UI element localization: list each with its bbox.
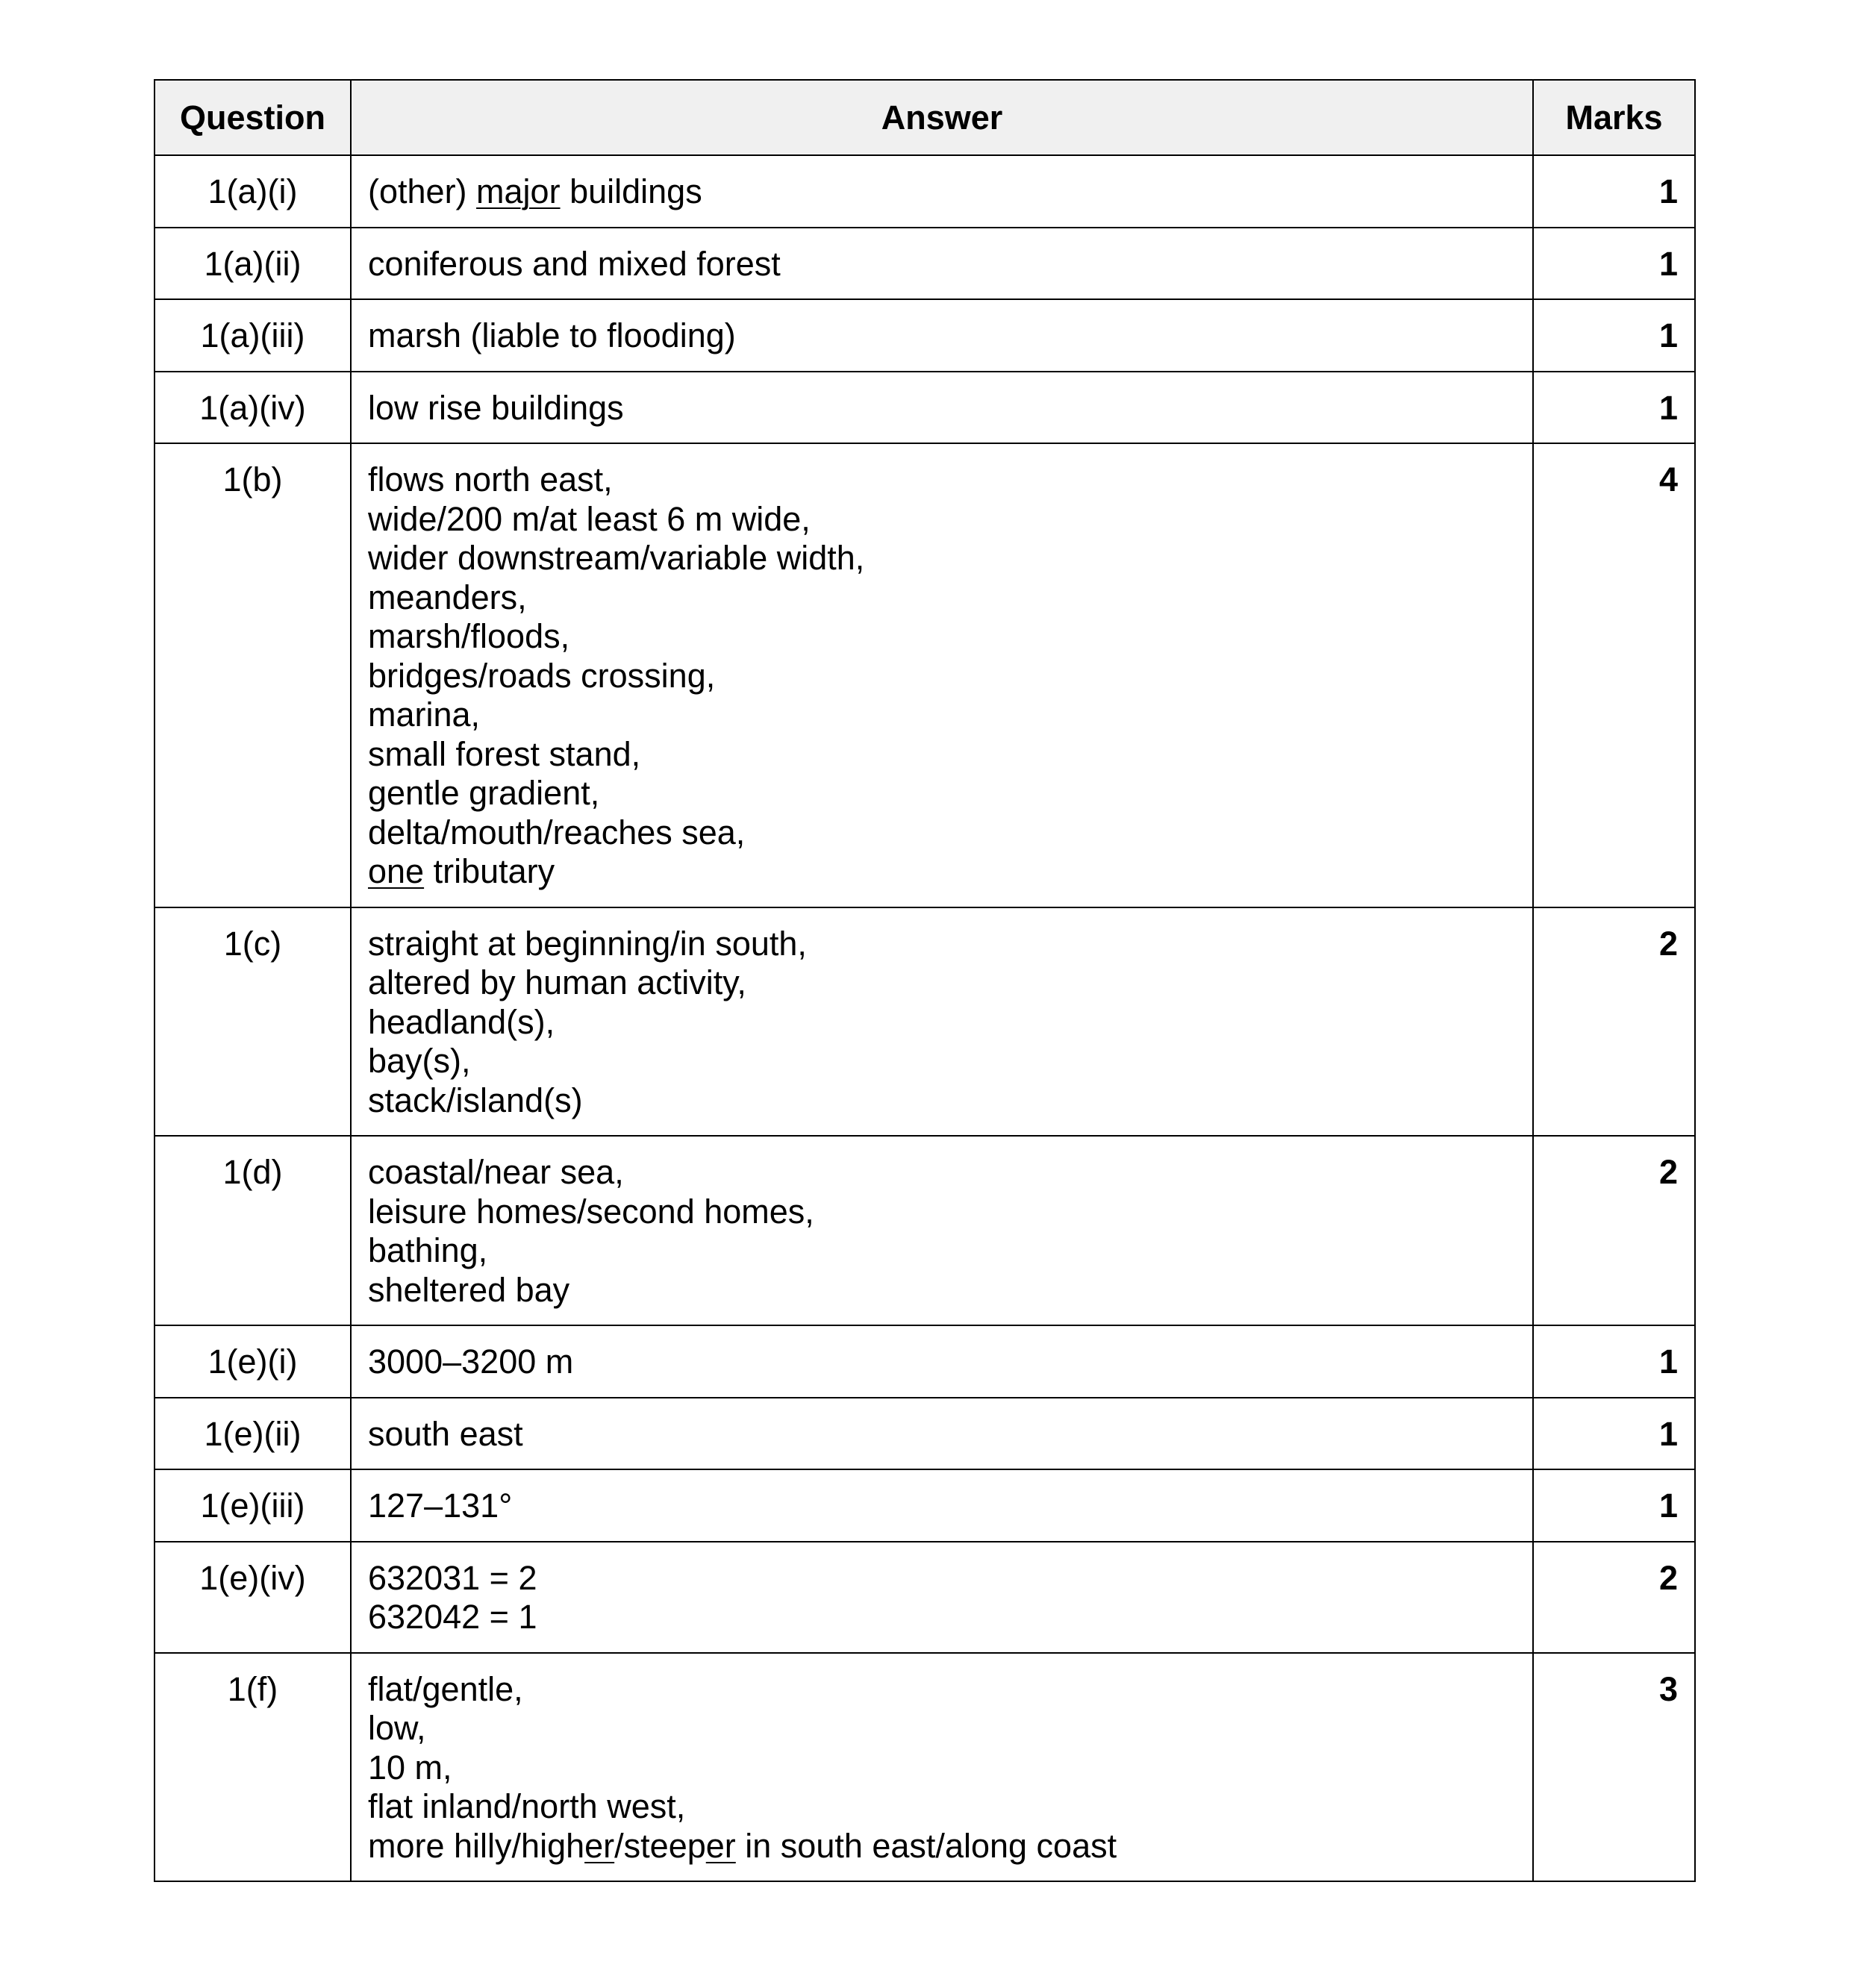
underlined-text: major xyxy=(476,172,561,210)
answer-cell xyxy=(351,155,1533,228)
answer-cell xyxy=(351,1653,1533,1882)
answer-cell xyxy=(351,1325,1533,1398)
table-row xyxy=(154,228,1695,300)
question-number: 1(a)(iii) xyxy=(154,299,351,372)
answer-text: in south east/along coast xyxy=(735,1826,1117,1865)
answer-line xyxy=(368,963,1516,1003)
marks-value: 3 xyxy=(1533,1653,1695,1882)
answer-line xyxy=(368,696,1516,735)
answer-cell xyxy=(351,372,1533,444)
answer-text: 3000–3200 m xyxy=(368,1342,574,1381)
mark-scheme-table xyxy=(154,79,1696,1882)
answer-text: sheltered bay xyxy=(368,1270,570,1309)
answer-line xyxy=(368,1787,1516,1827)
marks-value: 2 xyxy=(1533,1542,1695,1653)
answer-line xyxy=(368,774,1516,813)
answer-cell xyxy=(351,299,1533,372)
question-number: 1(f) xyxy=(154,1653,351,1882)
answer-text: wider downstream/variable width, xyxy=(368,539,865,577)
answer-text: buildings xyxy=(560,172,702,210)
question-number: 1(e)(iii) xyxy=(154,1469,351,1542)
question-number: 1(b) xyxy=(154,443,351,907)
answer-cell xyxy=(351,907,1533,1137)
answer-text: delta/mouth/reaches sea, xyxy=(368,813,746,851)
question-number: 1(e)(iv) xyxy=(154,1542,351,1653)
marks-value: 1 xyxy=(1533,1398,1695,1470)
answer-text: small forest stand, xyxy=(368,734,641,773)
answer-line xyxy=(368,1193,1516,1232)
answer-cell xyxy=(351,1469,1533,1542)
answer-line xyxy=(368,1598,1516,1637)
table-row xyxy=(154,1542,1695,1653)
answer-text: flows north east, xyxy=(368,460,613,498)
answer-line xyxy=(368,1342,1516,1382)
question-number: 1(e)(i) xyxy=(154,1325,351,1398)
answer-line xyxy=(368,539,1516,578)
answer-line xyxy=(368,1081,1516,1121)
question-number: 1(a)(ii) xyxy=(154,228,351,300)
table-row xyxy=(154,299,1695,372)
underlined-text: er xyxy=(705,1826,736,1865)
answer-text: gentle gradient, xyxy=(368,774,600,812)
table-row xyxy=(154,1398,1695,1470)
answer-line xyxy=(368,389,1516,428)
header-row xyxy=(154,80,1695,155)
answer-line xyxy=(368,657,1516,696)
answer-text: headland(s), xyxy=(368,1002,555,1041)
answer-cell xyxy=(351,1398,1533,1470)
answer-text: stack/island(s) xyxy=(368,1081,583,1119)
answer-text: leisure homes/second homes, xyxy=(368,1192,814,1231)
question-number: 1(e)(ii) xyxy=(154,1398,351,1470)
answer-line xyxy=(368,735,1516,775)
answer-line xyxy=(368,1709,1516,1748)
table-row xyxy=(154,372,1695,444)
answer-line xyxy=(368,1153,1516,1193)
marks-value: 1 xyxy=(1533,228,1695,300)
answer-text: meanders, xyxy=(368,578,527,616)
answer-text: straight at beginning/in south, xyxy=(368,924,807,963)
underlined-text: one xyxy=(368,852,425,890)
answer-text: tributary xyxy=(424,852,555,890)
answer-text: south east xyxy=(368,1414,523,1453)
table-row xyxy=(154,443,1695,907)
marks-value: 1 xyxy=(1533,299,1695,372)
marks-value: 4 xyxy=(1533,443,1695,907)
table-row xyxy=(154,1469,1695,1542)
answer-text: more hilly/high xyxy=(368,1826,585,1865)
answer-text: low rise buildings xyxy=(368,388,624,427)
answer-text: bridges/roads crossing, xyxy=(368,656,716,695)
question-number: 1(d) xyxy=(154,1136,351,1325)
question-number: 1(c) xyxy=(154,907,351,1137)
marks-value: 1 xyxy=(1533,372,1695,444)
answer-text: /steep xyxy=(614,1826,706,1865)
answer-column-header: Answer xyxy=(351,80,1533,155)
answer-line xyxy=(368,1271,1516,1310)
table-row xyxy=(154,155,1695,228)
table-row xyxy=(154,1653,1695,1882)
table-body xyxy=(154,155,1695,1881)
answer-cell xyxy=(351,1136,1533,1325)
answer-line xyxy=(368,172,1516,212)
answer-line xyxy=(368,1231,1516,1271)
answer-text: 127–131° xyxy=(368,1487,513,1525)
answer-line xyxy=(368,1670,1516,1710)
underlined-text: er xyxy=(584,1826,615,1865)
question-column-header: Question xyxy=(154,80,351,155)
marks-value: 1 xyxy=(1533,1325,1695,1398)
answer-text: low, xyxy=(368,1709,426,1747)
answer-line xyxy=(368,925,1516,964)
answer-line xyxy=(368,245,1516,284)
question-number: 1(a)(i) xyxy=(154,155,351,228)
answer-line xyxy=(368,813,1516,853)
answer-text: coniferous and mixed forest xyxy=(368,244,781,283)
answer-line xyxy=(368,852,1516,892)
answer-line xyxy=(368,1827,1516,1866)
marks-value: 1 xyxy=(1533,155,1695,228)
answer-line xyxy=(368,460,1516,500)
answer-cell xyxy=(351,443,1533,907)
question-number: 1(a)(iv) xyxy=(154,372,351,444)
marks-value: 1 xyxy=(1533,1469,1695,1542)
answer-text: wide/200 m/at least 6 m wide, xyxy=(368,499,811,538)
answer-line xyxy=(368,1748,1516,1788)
answer-text: 10 m, xyxy=(368,1748,452,1787)
table-row xyxy=(154,1136,1695,1325)
answer-text: 632031 = 2 xyxy=(368,1558,537,1597)
answer-line xyxy=(368,1559,1516,1598)
answer-text: marsh (liable to flooding) xyxy=(368,316,736,354)
answer-text: altered by human activity, xyxy=(368,963,746,1001)
answer-text: bay(s), xyxy=(368,1042,471,1080)
answer-text: flat inland/north west, xyxy=(368,1787,686,1825)
answer-text: coastal/near sea, xyxy=(368,1153,624,1191)
answer-line xyxy=(368,578,1516,618)
answer-line xyxy=(368,500,1516,540)
answer-cell xyxy=(351,1542,1533,1653)
marks-value: 2 xyxy=(1533,1136,1695,1325)
marks-column-header: Marks xyxy=(1533,80,1695,155)
answer-text: marina, xyxy=(368,696,481,734)
answer-line xyxy=(368,316,1516,356)
answer-line xyxy=(368,617,1516,657)
table-row xyxy=(154,1325,1695,1398)
answer-line xyxy=(368,1487,1516,1526)
answer-text: (other) xyxy=(368,172,477,210)
answer-text: marsh/floods, xyxy=(368,617,570,655)
answer-line xyxy=(368,1415,1516,1454)
answer-text: flat/gentle, xyxy=(368,1669,523,1708)
marks-value: 2 xyxy=(1533,907,1695,1137)
answer-text: 632042 = 1 xyxy=(368,1598,537,1636)
answer-line xyxy=(368,1042,1516,1081)
answer-line xyxy=(368,1003,1516,1043)
table-row xyxy=(154,907,1695,1137)
answer-cell xyxy=(351,228,1533,300)
answer-text: bathing, xyxy=(368,1231,488,1269)
